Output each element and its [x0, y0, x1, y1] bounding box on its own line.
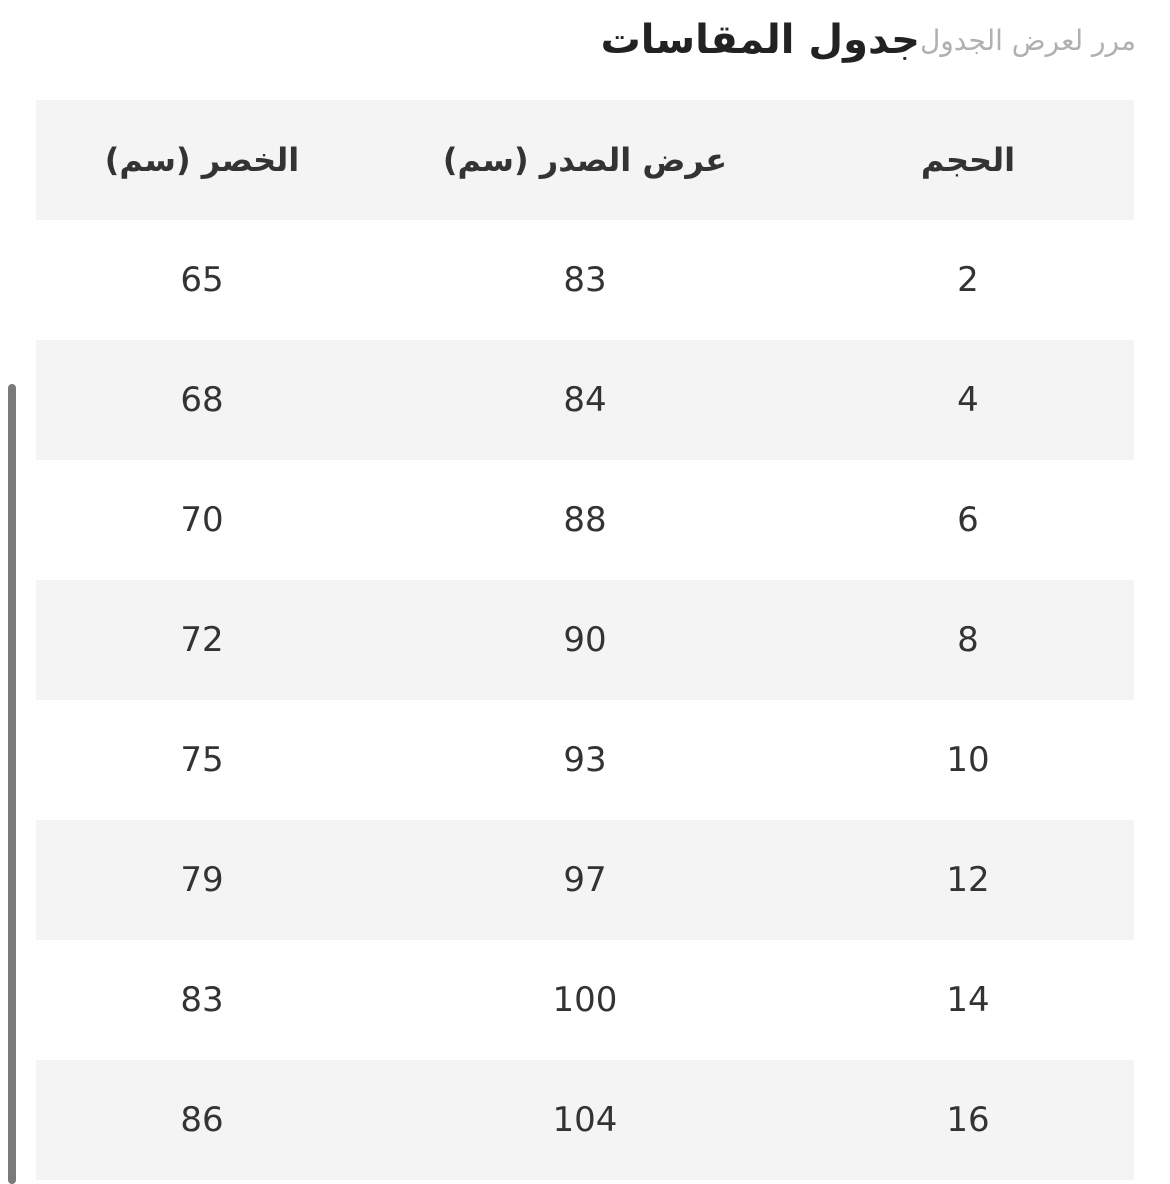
- cell-waist: 72: [180, 620, 224, 660]
- cell-waist: 86: [180, 1100, 224, 1140]
- table-row: [36, 940, 1134, 1060]
- column-header-bust: عرض الصدر (سم): [442, 141, 728, 179]
- table-header-row: [36, 100, 1134, 220]
- table-row: [36, 820, 1134, 940]
- cell-bust: 90: [563, 620, 607, 660]
- cell-bust: 84: [563, 380, 607, 420]
- cell-size: 2: [957, 260, 979, 300]
- cell-waist: 83: [180, 980, 224, 1020]
- table-row: [36, 1060, 1134, 1180]
- title-row: [601, 0, 1136, 80]
- size-table[interactable]: [36, 100, 1134, 1180]
- table-row: [36, 580, 1134, 700]
- cell-bust: 93: [563, 740, 607, 780]
- page-title: جدول المقاسات: [600, 17, 920, 63]
- cell-size: 14: [946, 980, 990, 1020]
- cell-waist: 70: [180, 500, 224, 540]
- cell-size: 12: [946, 860, 990, 900]
- cell-bust: 104: [552, 1100, 618, 1140]
- column-header-size: الحجم: [920, 141, 1016, 179]
- cell-waist: 68: [180, 380, 224, 420]
- cell-waist: 75: [180, 740, 224, 780]
- cell-bust: 97: [563, 860, 607, 900]
- table-row: [36, 700, 1134, 820]
- cell-bust: 88: [563, 500, 607, 540]
- cell-waist: 79: [180, 860, 224, 900]
- scroll-hint: مرر لعرض الجدول: [919, 23, 1136, 57]
- table-row: [36, 220, 1134, 340]
- column-header-waist: الخصر (سم): [104, 141, 300, 179]
- cell-waist: 65: [180, 260, 224, 300]
- vertical-scrollbar[interactable]: [8, 384, 16, 1184]
- table-row: [36, 340, 1134, 460]
- cell-bust: 100: [552, 980, 618, 1020]
- cell-bust: 83: [563, 260, 607, 300]
- cell-size: 10: [946, 740, 990, 780]
- table-row: [36, 460, 1134, 580]
- cell-size: 6: [957, 500, 979, 540]
- cell-size: 16: [946, 1100, 990, 1140]
- cell-size: 8: [957, 620, 979, 660]
- cell-size: 4: [957, 380, 979, 420]
